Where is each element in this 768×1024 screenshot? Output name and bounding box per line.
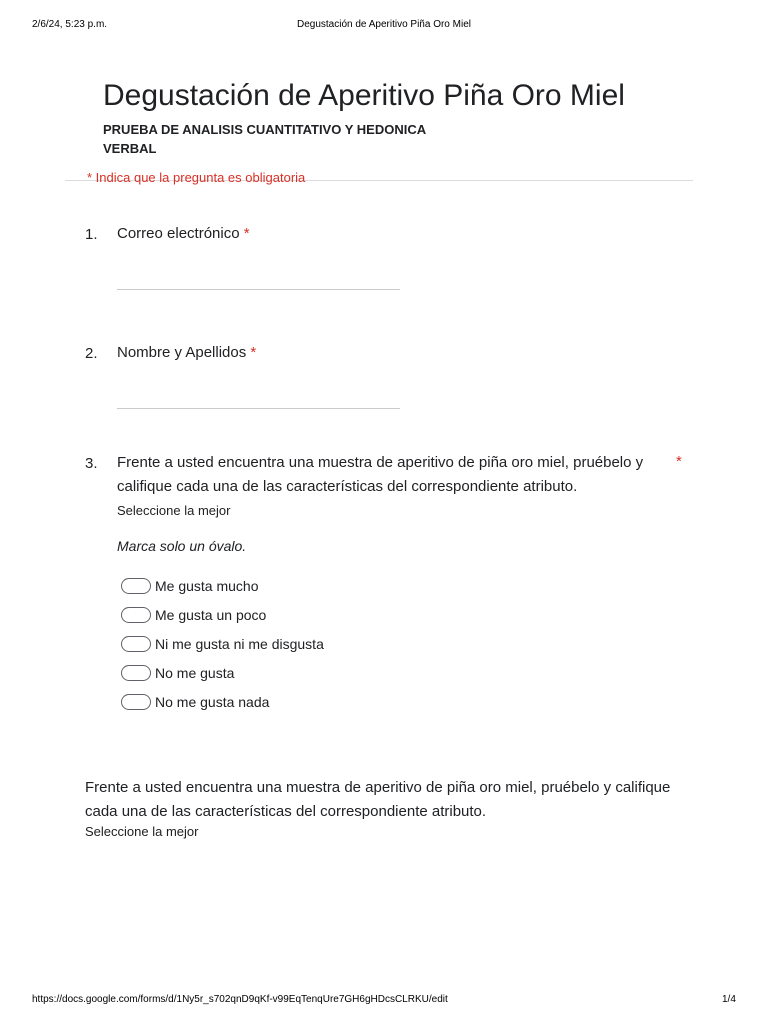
option-row[interactable] <box>121 576 259 596</box>
radio-oval[interactable] <box>121 578 151 594</box>
required-note: * Indica que la pregunta es obligatoria <box>87 170 306 185</box>
option-row[interactable] <box>121 634 324 654</box>
option-label: Me gusta mucho <box>155 578 259 594</box>
required-asterisk: * <box>250 344 257 361</box>
radio-oval[interactable] <box>121 694 151 710</box>
form-title: Degustación de Aperitivo Piña Oro Miel <box>103 79 625 112</box>
question-1-title <box>117 222 250 246</box>
footer-url: https://docs.google.com/forms/d/1Ny5r_s702qnD9qKf-v99EqTenqUre7GH6gHDcsCLRKU/edit <box>32 994 448 1005</box>
option-row[interactable] <box>121 692 269 712</box>
question-1-label: Correo electrónico <box>117 225 240 242</box>
question-1-number: 1. <box>85 226 98 243</box>
section-line2: cada una de las características del correspondiente atributo. <box>85 803 487 820</box>
question-3-number: 3. <box>85 455 98 472</box>
email-input-line[interactable] <box>117 289 400 290</box>
question-2-number: 2. <box>85 345 98 362</box>
print-doc-title: Degustación de Aperitivo Piña Oro Miel <box>297 19 471 30</box>
form-subtitle <box>103 120 463 158</box>
section-description: Seleccione la mejor <box>85 824 199 839</box>
print-datetime: 2/6/24, 5:23 p.m. <box>32 19 108 30</box>
question-3-hint: Marca solo un óvalo. <box>117 538 247 554</box>
option-label: No me gusta <box>155 665 235 681</box>
required-asterisk: * <box>676 453 682 470</box>
question-3-line2: califique cada una de las características del correspondiente atributo. <box>117 478 578 495</box>
option-label: Ni me gusta ni me disgusta <box>155 636 324 652</box>
question-2-label: Nombre y Apellidos <box>117 344 247 361</box>
option-label: No me gusta nada <box>155 694 270 710</box>
radio-oval[interactable] <box>121 665 151 681</box>
radio-oval[interactable] <box>121 636 151 652</box>
section-line1: Frente a usted encuentra una muestra de aperitivo de piña oro miel, pruébelo y califique <box>85 779 671 796</box>
option-row[interactable] <box>121 663 234 683</box>
option-label: Me gusta un poco <box>155 607 267 623</box>
form-subtitle-line2: VERBAL <box>103 141 157 156</box>
question-3-line1: Frente a usted encuentra una muestra de aperitivo de piña oro miel, pruébelo y <box>117 454 644 471</box>
option-row[interactable] <box>121 605 266 625</box>
name-input-line[interactable] <box>117 408 400 409</box>
question-3-description: Seleccione la mejor <box>117 503 231 518</box>
radio-oval[interactable] <box>121 607 151 623</box>
footer-page-number: 1/4 <box>722 994 736 1005</box>
form-subtitle-line1: PRUEBA DE ANALISIS CUANTITATIVO Y HEDONICA <box>103 122 427 137</box>
required-asterisk: * <box>243 225 250 242</box>
section-text <box>85 776 670 824</box>
question-2-title <box>117 341 256 365</box>
